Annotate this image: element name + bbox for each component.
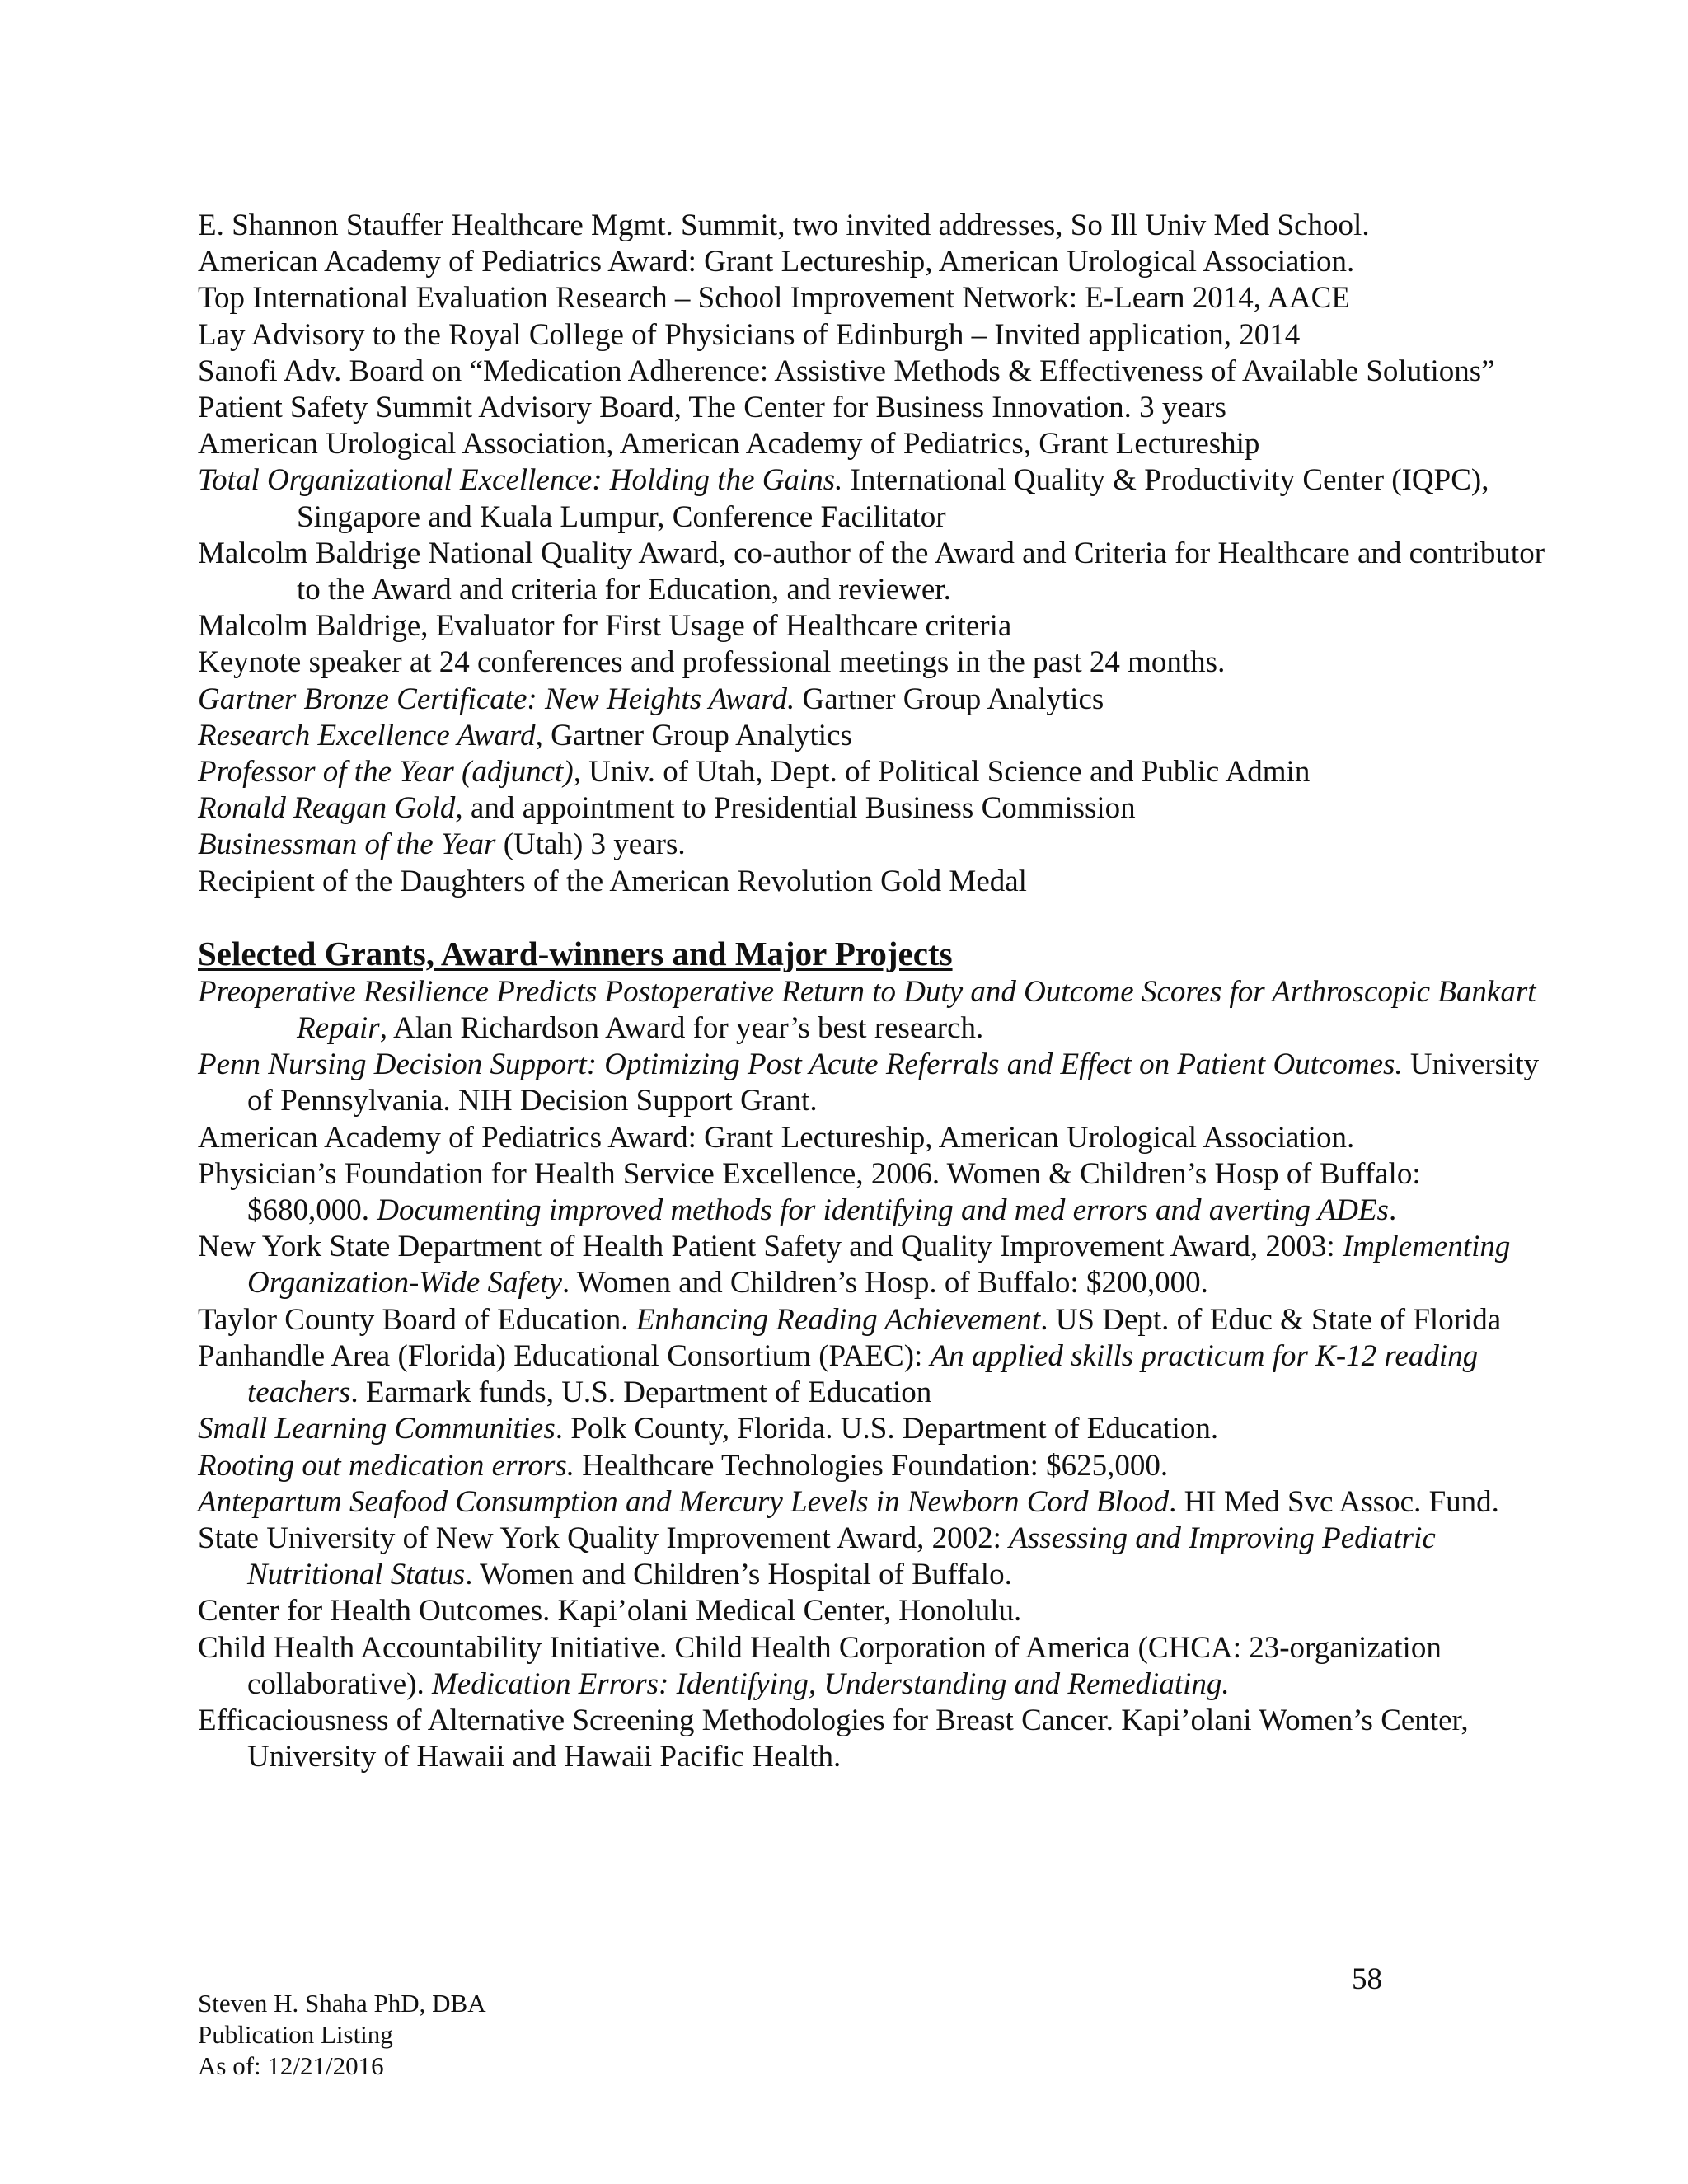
- footer: [198, 1988, 486, 2082]
- honor-entry: [198, 644, 1550, 681]
- entry-text: Malcolm Baldrige, Evaluator for First Usage of Healthcare criteria: [198, 609, 1012, 644]
- entry-text: . Women and Children’s Hosp. of Buffalo: $200,000.: [561, 1266, 1208, 1301]
- entry-text: New York State Department of Health Patient Safety and Quality Improvement Award, 2003:: [198, 1230, 1343, 1264]
- italic-title: Research Excellence Award: [198, 718, 536, 752]
- entry-text: , Alan Richardson Award for year’s best research.: [379, 1011, 984, 1046]
- entry-text: Lay Advisory to the Royal College of Physicians of Edinburgh – Invited application, 2014: [198, 317, 1301, 352]
- honor-entry: [198, 426, 1550, 462]
- entry-text: Recipient of the Daughters of the American Revolution Gold Medal: [198, 864, 1027, 898]
- grant-entry: [198, 1630, 1550, 1703]
- entry-text: American Academy of Pediatrics Award: Grant Lectureship, American Urological Association.: [198, 1120, 1355, 1155]
- honor-entry: [198, 280, 1550, 316]
- entry-text: . Polk County, Florida. U.S. Department of Education.: [555, 1412, 1219, 1446]
- honor-entry: [198, 682, 1550, 718]
- italic-title: An applied skills practicum for K-12 reading teachers: [247, 1338, 1479, 1410]
- grant-entry: [198, 1484, 1550, 1521]
- entry-text: State University of New York Quality Improvement Award, 2002:: [198, 1521, 1010, 1555]
- page-number: 58: [1352, 1962, 1382, 1996]
- grant-entry: [198, 1411, 1550, 1447]
- honor-entry: [198, 827, 1550, 863]
- grants-list: [198, 974, 1550, 1775]
- grant-entry: [198, 1047, 1550, 1119]
- italic-title: Businessman of the Year: [198, 827, 496, 862]
- grant-entry: [198, 1338, 1550, 1411]
- entry-text: Taylor County Board of Education.: [198, 1302, 636, 1337]
- grant-entry: [198, 1156, 1550, 1229]
- honor-entry: [198, 536, 1550, 608]
- grants-section-heading: Selected Grants, Award-winners and Major Projects: [198, 934, 953, 972]
- grant-entry: [198, 1521, 1550, 1593]
- grant-entry: [198, 1229, 1550, 1301]
- entry-text: . Earmark funds, U.S. Department of Education: [350, 1376, 932, 1410]
- honor-entry: [198, 244, 1550, 280]
- entry-text: . US Dept. of Educ & State of Florida: [1040, 1302, 1502, 1337]
- italic-title: Total Organizational Excellence: Holding the Gains.: [198, 463, 843, 498]
- entry-text: Malcolm Baldrige National Quality Award, co-author of the Award and Criteria for Healthcare and contributor to the Award and criteria for Education, and reviewer.: [198, 536, 1545, 607]
- footer-title: Publication Listing: [198, 2020, 393, 2049]
- entry-text: Univ. of Utah, Dept. of Political Science and Public Admin: [580, 755, 1311, 790]
- entry-text: Top International Evaluation Research – School Improvement Network: E-Learn 2014, AACE: [198, 281, 1350, 316]
- honor-entry: [198, 608, 1550, 644]
- entry-text: University of Pennsylvania. NIH Decision Support Grant.: [247, 1047, 1540, 1118]
- italic-title: Gartner Bronze Certificate: New Heights Award.: [198, 682, 795, 716]
- grant-entry: [198, 974, 1550, 1047]
- honor-entry: [198, 317, 1550, 354]
- italic-title: Documenting improved methods for identifying and med errors and averting ADEs: [377, 1193, 1389, 1228]
- entry-text: Healthcare Technologies Foundation: $625,000.: [574, 1448, 1169, 1483]
- honor-entry: [198, 864, 1550, 900]
- entry-text: (Utah) 3 years.: [495, 827, 686, 862]
- entry-text: E. Shannon Stauffer Healthcare Mgmt. Summit, two invited addresses, So Ill Univ Med School.: [198, 209, 1370, 242]
- footer-author: Steven H. Shaha PhD, DBA: [198, 1989, 486, 2018]
- entry-text: Physician’s Foundation for Health Service Excellence, 2006. Women & Children’s Hosp of Buffalo: $680,000.: [198, 1156, 1421, 1228]
- italic-title: Preoperative Resilience Predicts Postoperative Return to Duty and Outcome Scores for Arthroscopic Bankart Repair: [198, 974, 1536, 1046]
- italic-title: Rooting out medication errors.: [198, 1448, 574, 1483]
- honor-entry: [198, 718, 1550, 754]
- italic-title: Penn Nursing Decision Support: Optimizing Post Acute Referrals and Effect on Patient Outcomes.: [198, 1047, 1403, 1082]
- entry-text: . HI Med Svc Assoc. Fund.: [1169, 1484, 1499, 1519]
- footer-date: As of: 12/21/2016: [198, 2051, 384, 2080]
- entry-text: American Urological Association, American Academy of Pediatrics, Grant Lectureship: [198, 427, 1260, 462]
- page-content: [198, 208, 1550, 1775]
- grant-entry: [198, 1448, 1550, 1484]
- italic-title: Implementing Organization-Wide Safety: [247, 1230, 1511, 1301]
- entry-text: Sanofi Adv. Board on “Medication Adherence: Assistive Methods & Effectiveness of Available Solutions”: [198, 354, 1495, 388]
- grant-entry: [198, 1593, 1550, 1629]
- grant-entry: [198, 1703, 1550, 1775]
- honor-entry: [198, 462, 1550, 535]
- italic-title: Assessing and Improving Pediatric Nutritional Status: [247, 1521, 1436, 1592]
- italic-title: Antepartum Seafood Consumption and Mercury Levels in Newborn Cord Blood: [198, 1484, 1170, 1519]
- honors-list: [198, 208, 1550, 900]
- entry-text: Center for Health Outcomes. Kapi’olani Medical Center, Honolulu.: [198, 1594, 1022, 1629]
- entry-text: . Women and Children’s Hospital of Buffalo.: [465, 1558, 1012, 1592]
- entry-text: Gartner Group Analytics: [795, 682, 1104, 716]
- honor-entry: [198, 390, 1550, 426]
- grant-entry: [198, 1120, 1550, 1156]
- italic-title: Professor of the Year (adjunct),: [198, 755, 581, 790]
- honor-entry: [198, 754, 1550, 790]
- entry-text: Keynote speaker at 24 conferences and professional meetings in the past 24 months.: [198, 645, 1226, 680]
- italic-title: Medication Errors: Identifying, Understanding and Remediating.: [431, 1666, 1230, 1701]
- entry-text: Patient Safety Summit Advisory Board, The Center for Business Innovation. 3 years: [198, 391, 1226, 425]
- entry-text: .: [1388, 1193, 1397, 1228]
- entry-text: Child Health Accountability Initiative. Child Health Corporation of America (CHCA: 23-organization collaborative).: [198, 1630, 1442, 1701]
- grant-entry: [198, 1302, 1550, 1338]
- italic-title: Ronald Reagan Gold,: [198, 791, 463, 826]
- entry-text: , Gartner Group Analytics: [535, 718, 852, 752]
- entry-text: and appointment to Presidential Business Commission: [462, 791, 1136, 826]
- italic-title: Enhancing Reading Achievement: [635, 1302, 1041, 1337]
- entry-text: Efficaciousness of Alternative Screening Methodologies for Breast Cancer. Kapi’olani Women’s Center, University of Hawaii and Hawaii Pacific Health.: [198, 1703, 1469, 1774]
- entry-text: American Academy of Pediatrics Award: Grant Lectureship, American Urological Association.: [198, 245, 1355, 279]
- honor-entry: [198, 790, 1550, 827]
- italic-title: Small Learning Communities: [198, 1412, 556, 1446]
- entry-text: International Quality & Productivity Center (IQPC), Singapore and Kuala Lumpur, Conference Facilitator: [297, 463, 1489, 534]
- entry-text: Panhandle Area (Florida) Educational Consortium (PAEC):: [198, 1338, 931, 1373]
- honor-entry: [198, 208, 1550, 244]
- honor-entry: [198, 354, 1550, 390]
